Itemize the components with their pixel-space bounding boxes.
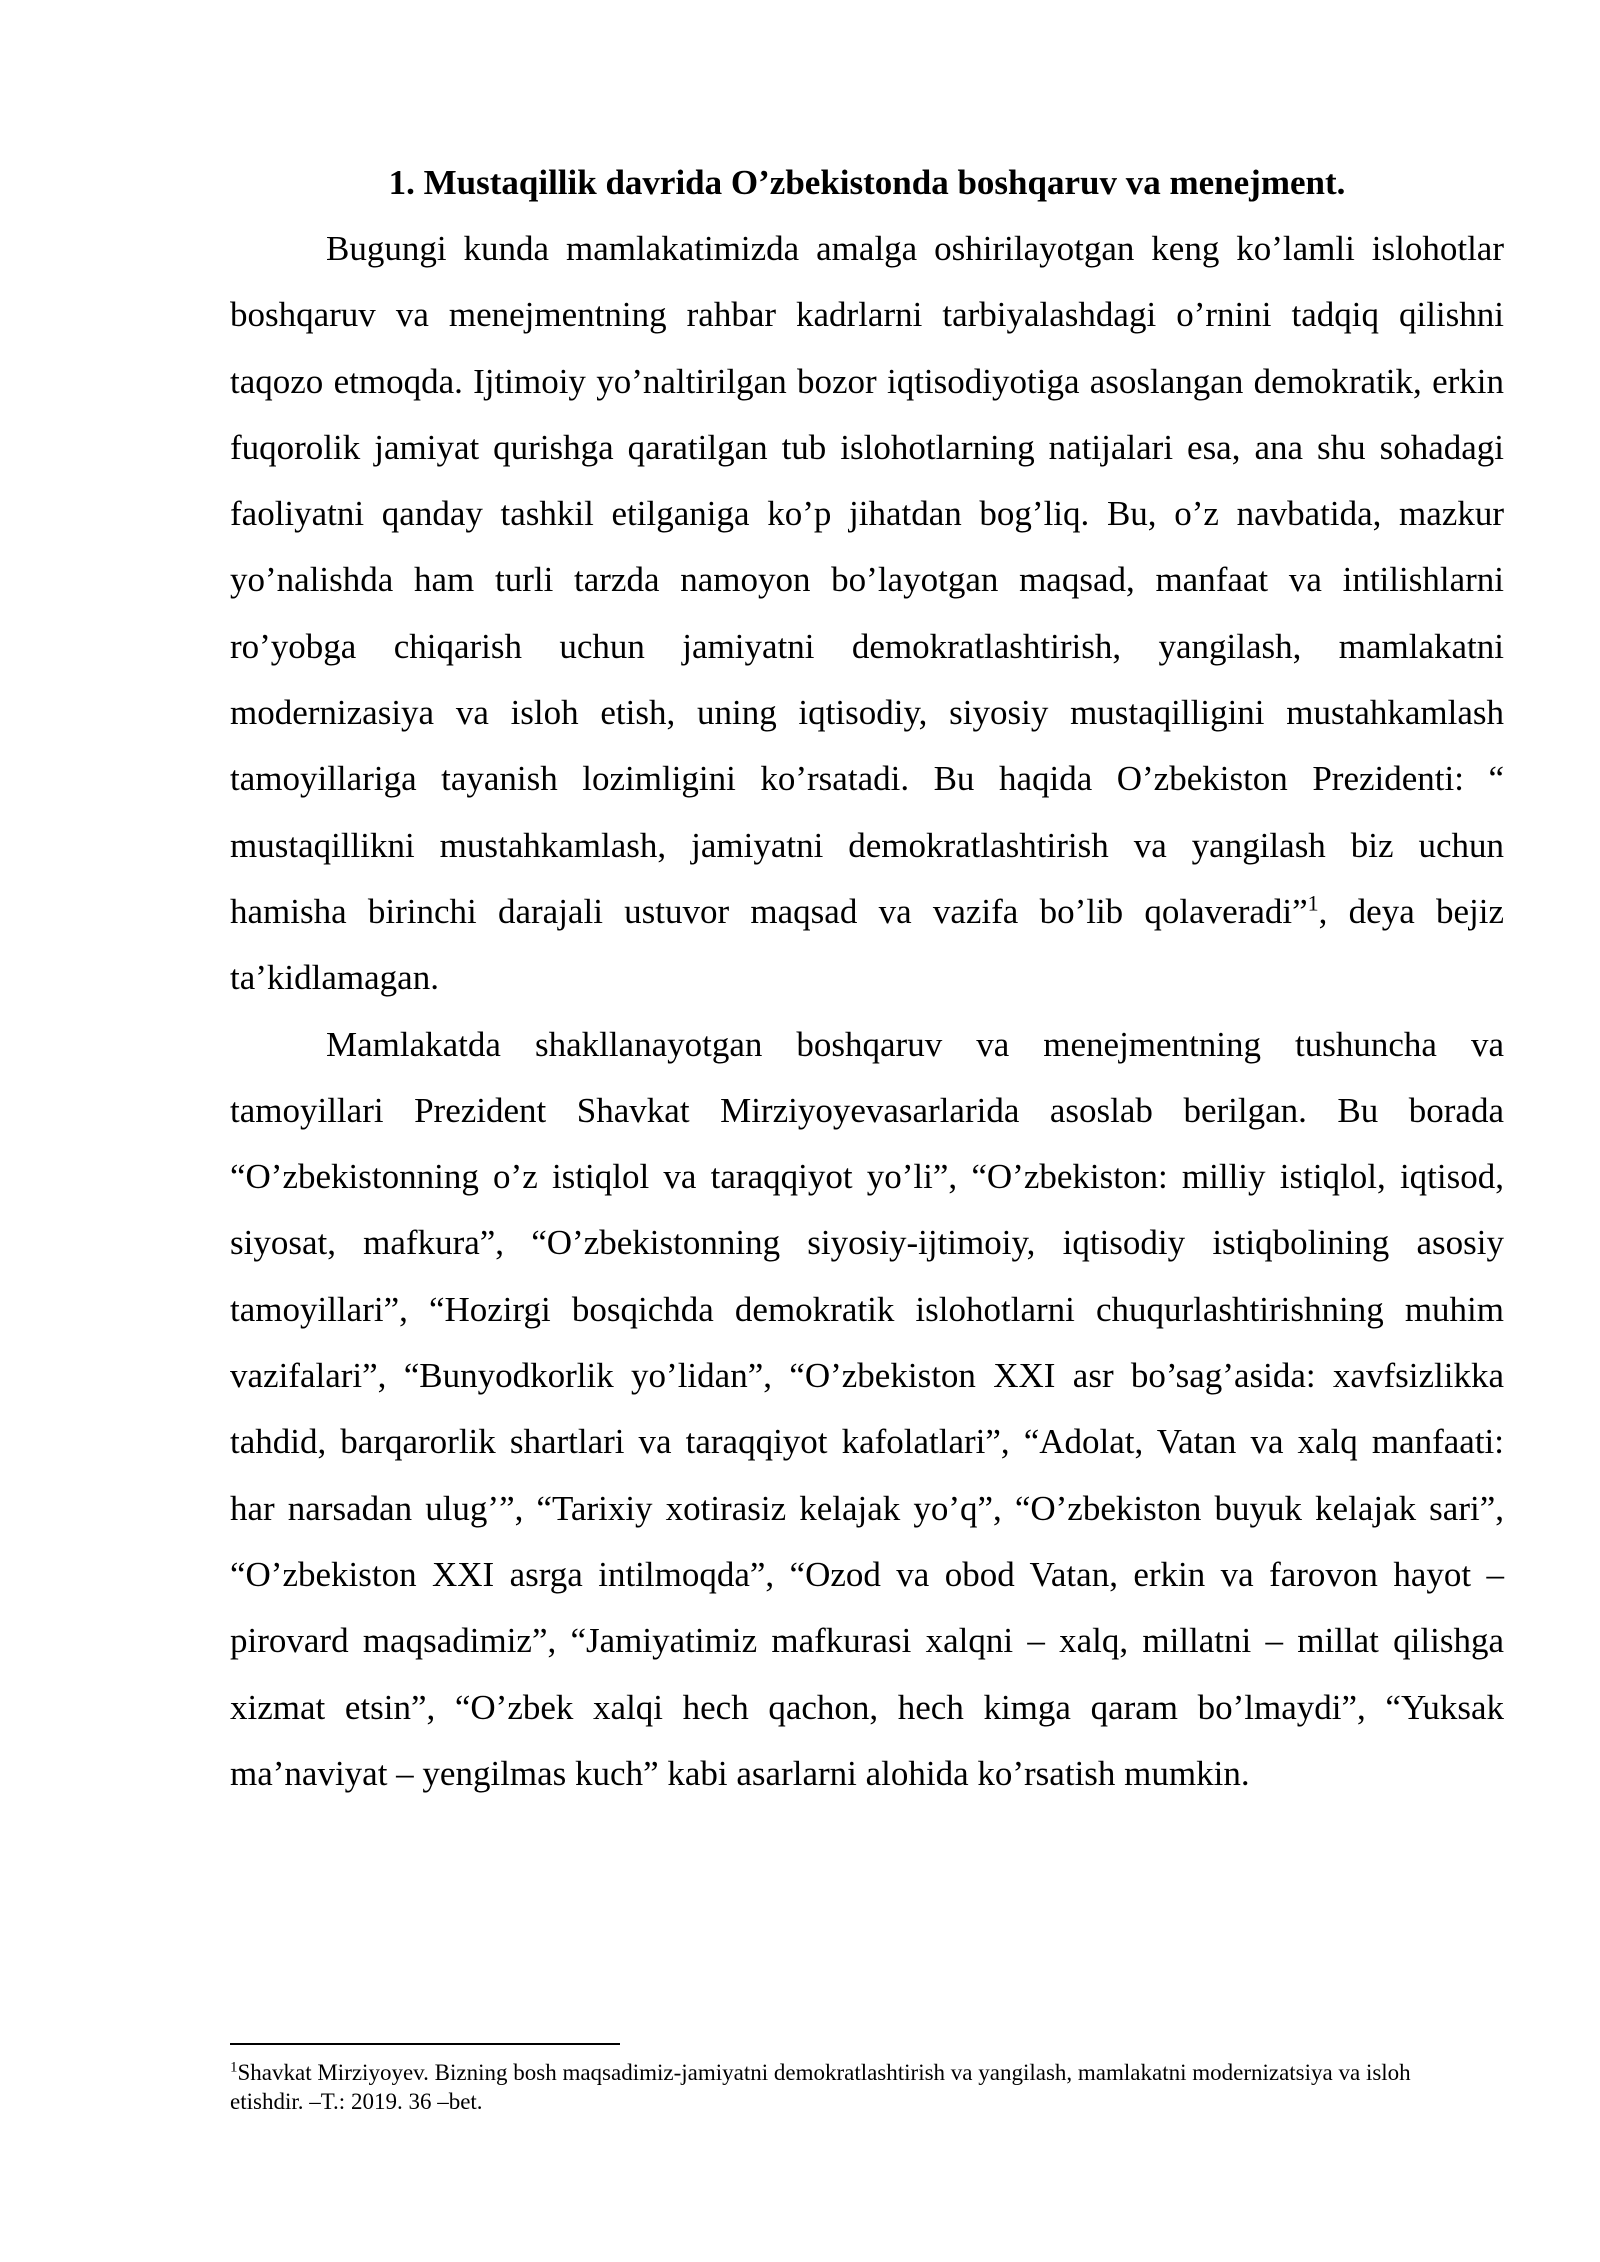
document-page: [230, 150, 1504, 1807]
footnote: [230, 2058, 1430, 2116]
section-heading: 1. Mustaqillik davrida O’zbekistonda boshqaruv va menejment.: [388, 163, 1346, 202]
paragraph-1: [230, 216, 1504, 1012]
footnote-reference[interactable]: 1: [1307, 890, 1319, 916]
footnote-number: 1: [230, 2059, 238, 2076]
paragraph-2: Mamlakatda shakllanayotgan boshqaruv va menejmentning tushuncha va tamoyillari Prezident Shavkat Mirziyoyevasarlarida asoslab berilgan. Bu borada “O’zbekistonning o’z istiqlol va taraqqiyot yo’li”, “O’zbekiston: milliy istiqlol, iqtisod, siyosat, mafkura”, “O’zbekistonning siyosiy-ijtimoiy, iqtisodiy istiqbolining asosiy tamoyillari”, “Hozirgi bosqichda demokratik islohotlarni chuqurlashtirishning muhim vazifalari”, “Bunyodkorlik yo’lidan”, “O’zbekiston XXI asr bo’sag’asida: xavfsizlikka tahdid, barqarorlik shartlari va taraqqiyot kafolatlari”, “Adolat, Vatan va xalq manfaati: har narsadan ulug’”, “Tarixiy xotirasiz kelajak yo’q”, “O’zbekiston buyuk kelajak sari”, “O’zbekiston XXI asrga intilmoqda”, “Ozod va obod Vatan, erkin va farovon hayot – pirovard maqsadimiz”, “Jamiyatimiz mafkurasi xalqni – xalq, millatni – millat qilishga xizmat etsin”, “O’zbek xalqi hech qachon, hech kimga qaram bo’lmaydi”, “Yuksak ma’naviyat – yengilmas kuch” kabi asarlarni alohida ko’rsatish mumkin.: [230, 1024, 1504, 1793]
footnote-text: Shavkat Mirziyoyev. Bizning bosh maqsadimiz-jamiyatni demokratlashtirish va yangilash, mamlakatni modernizatsiya va isloh etishdir. –T.: 2019. 36 –bet.: [230, 2060, 1411, 2114]
footnote-separator: [230, 2043, 620, 2045]
paragraph-1-text: Bugungi kunda mamlakatimizda amalga oshirilayotgan keng ko’lamli islohotlar boshqaruv va menejmentning rahbar kadrlarni tarbiyalashdagi o’rnini tadqiq qilishni taqozo etmoqda. Ijtimoiy yo’naltirilgan bozor iqtisodiyotiga asoslangan demokratik, erkin fuqorolik jamiyat qurishga qaratilgan tub islohotlarning natijalari esa, ana shu sohadagi faoliyatni qanday tashkil etilganiga ko’p jihatdan bog’liq. Bu, o’z navbatida, mazkur yo’nalishda ham turli tarzda namoyon bo’layotgan maqsad, manfaat va intilishlarni ro’yobga chiqarish uchun jamiyatni demokratlashtirish, yangilash, mamlakatni modernizasiya va isloh etish, uning iqtisodiy, siyosiy mustaqilligini mustahkamlash tamoyillariga tayanish lozimligini ko’rsatadi. Bu haqida O’zbekiston Prezidenti: “ mustaqillikni mustahkamlash, jamiyatni demokratlashtirish va yangilash biz uchun hamisha birinchi darajali ustuvor maqsad va vazifa bo’lib qolaveradi”: [230, 229, 1504, 931]
paragraph-1-ending: , deya bejiz ta’kidlamagan.: [230, 891, 1504, 998]
